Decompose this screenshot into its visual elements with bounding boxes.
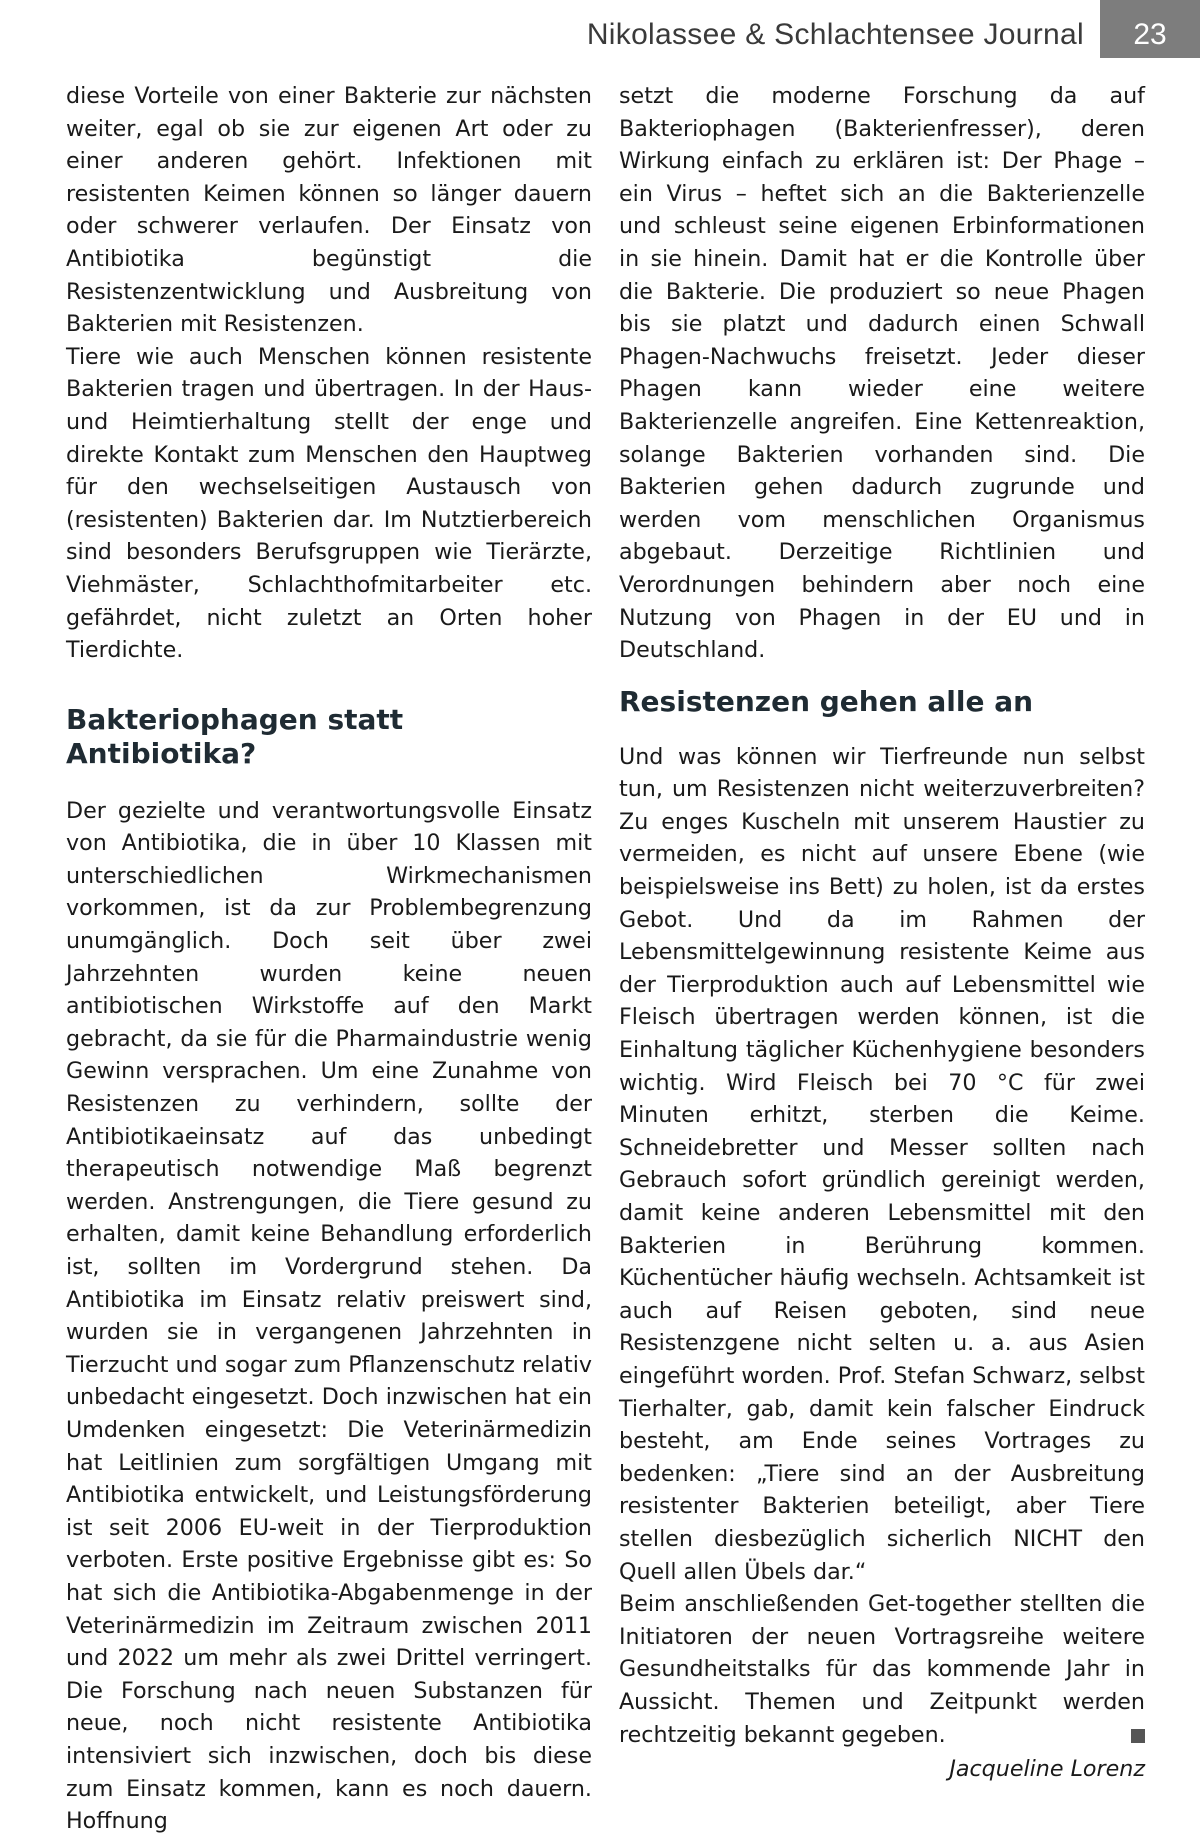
- right-paragraph-3: [619, 1588, 1145, 1751]
- end-of-article-square-icon: [1131, 1729, 1145, 1743]
- right-column: [619, 80, 1145, 1786]
- section-heading-resistenzen: Resistenzen gehen alle an: [619, 684, 1034, 718]
- section-heading-bakteriophagen: Bakteriophagen statt Antibiotika?: [66, 702, 404, 770]
- author-name: Jacqueline Lorenz: [949, 1756, 1145, 1783]
- left-paragraph-3: Der gezielte und verantwortungsvolle Einsatz von Antibiotika, die in über 10 Klassen mit unterschiedlichen Wirkmechanismen vorkommen, ist da zur Problembegrenzung unumgänglich. Doch seit über zwei Jahrzehnten wurden keine neuen antibiotischen Wirkstoffe auf den Markt gebracht, da sie für die Pharmaindustrie wenig Gewinn versprachen. Um eine Zunahme von Resistenzen zu verhindern, sollte der Antibiotikaeinsatz auf das unbedingt therapeutisch notwendige Maß begrenzt werden. Anstrengungen, die Tiere gesund zu erhalten, damit keine Behandlung erforderlich ist, sollten im Vordergrund stehen. Da Antibiotika im Einsatz relativ preiswert sind, wurden sie in vergangenen Jahrzehnten in Tierzucht und sogar zum Pflanzenschutz relativ unbedacht eingesetzt. Doch inzwischen hat ein Umdenken eingesetzt: Die Veterinärmedizin hat Leitlinien zum sorgfältigen Umgang mit Antibiotika entwickelt, und Leistungsförderung ist seit 2006 EU-weit in der Tierproduktion verboten. Erste positive Ergebnisse gibt es: So hat sich die Antibiotika-Abgabenmenge in der Veterinärmedizin im Zeitraum zwischen 2011 und 2022 um mehr als zwei Drittel verringert. Die Forschung nach neuen Substanzen für neue, noch nicht resistente Antibiotika intensiviert sich inzwischen, doch bis diese zum Einsatz kommen, kann es noch dauern. Hoffnung: [66, 797, 592, 1835]
- right-paragraph-3-text: Beim anschließenden Get-together stellten die Initiatoren der neuen Vortragsreihe weitere Gesundheitstalks für das kommende Jahr in Aussicht. Themen und Zeitpunkt werden rechtzeitig bekannt gegeben.: [619, 1591, 1145, 1748]
- journal-title: Nikolassee & Schlachtensee Journal: [586, 18, 1084, 51]
- right-paragraph-1: setzt die moderne Forschung da auf Bakteriophagen (Bakterienfresser), deren Wirkung einfach zu erklären ist: Der Phage – ein Virus – heftet sich an die Bakterienzelle und schleust seine eigenen Erbinformationen in sie hinein. Damit hat er die Kontrolle über die Bakterie. Die produziert so neue Phagen bis sie platzt und dadurch einen Schwall Phagen-Nachwuchs freisetzt. Jeder dieser Phagen kann wieder eine weitere Bakterienzelle angreifen. Eine Kettenreaktion, solange Bakterien vorhanden sind. Die Bakterien gehen dadurch zugrunde und werden vom menschlichen Organismus abgebaut. Derzeitige Richtlinien und Verordnungen behindern aber noch eine Nutzung von Phagen in der EU und in Deutschland.: [619, 83, 1145, 664]
- left-paragraph-2: Tiere wie auch Menschen können resistente Bakterien tragen und übertragen. In der Haus- und Heimtierhaltung stellt der enge und direkte Kontakt zum Menschen den Hauptweg für den wechselseitigen Austausch von (resistenten) Bakterien dar. Im Nutztierbereich sind besonders Berufsgruppen wie Tierärzte, Viehmäster, Schlachthofmitarbeiter etc. gefährdet, nicht zuletzt an Orten hoher Tierdichte.: [66, 343, 592, 664]
- right-paragraph-2: Und was können wir Tierfreunde nun selbst tun, um Resistenzen nicht weiterzuverbreiten? Zu enges Kuscheln mit unserem Haustier zu vermeiden, es nicht auf unsere Ebene (wie beispielsweise ins Bett) zu holen, ist da erstes Gebot. Und da im Rahmen der Lebensmittelgewinnung resistente Keime aus der Tierproduktion auch auf Lebensmittel wie Fleisch übertragen werden können, ist die Einhaltung täglicher Küchenhygiene besonders wichtig. Wird Fleisch bei 70 °C für zwei Minuten erhitzt, sterben die Keime. Schneidebretter und Messer sollten nach Gebrauch sofort gründlich gereinigt werden, damit keine anderen Lebensmittel mit den Bakterien in Berührung kommen. Küchentücher häufig wechseln. Achtsamkeit ist auch auf Reisen geboten, sind neue Resistenzgene nicht selten u. a. aus Asien eingeführt worden. Prof. Stefan Schwarz, selbst Tierhalter, gab, damit kein falscher Eindruck besteht, am Ende seines Vortrages zu bedenken: „Tiere sind an der Ausbreitung resistenter Bakterien beteiligt, aber Tiere stellen diesbezüglich sicherlich NICHT den Quell allen Übels dar.“: [619, 743, 1145, 1585]
- page-number: 23: [1100, 0, 1200, 58]
- left-paragraph-1: diese Vorteile von einer Bakterie zur nächsten weiter, egal ob sie zur eigenen Art oder zu einer anderen gehört. Infektionen mit resistenten Keimen können so länger dauern oder schwerer verlaufen. Der Einsatz von Antibiotika begünstigt die Resistenzentwicklung und Ausbreitung von Bakterien mit Resistenzen.: [66, 83, 592, 338]
- left-column: [66, 80, 592, 1838]
